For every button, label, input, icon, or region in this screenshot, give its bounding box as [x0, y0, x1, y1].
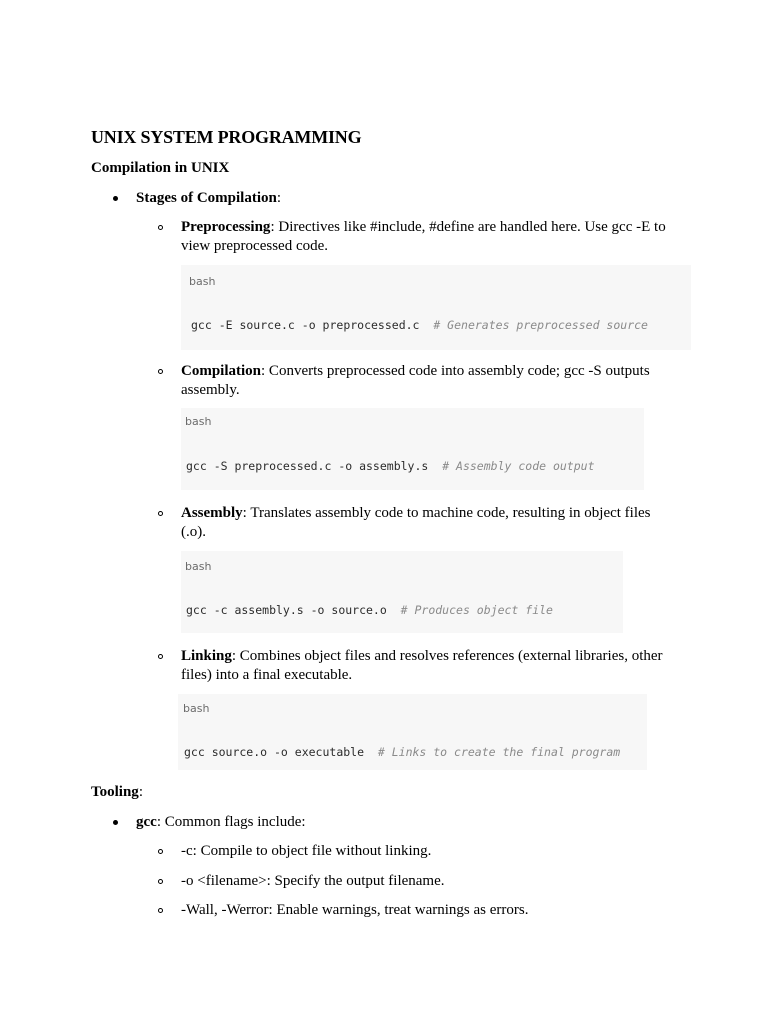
code-comment: # Assembly code output — [442, 459, 595, 473]
code-command: gcc -S preprocessed.c -o assembly.s — [186, 459, 443, 473]
bullet-circle — [158, 654, 163, 659]
stages-suffix: : — [276, 190, 282, 206]
step-term: Assembly — [181, 505, 243, 521]
bullet-circle — [158, 908, 163, 913]
step-term: Preprocessing — [181, 219, 271, 235]
code-block-compilation — [181, 408, 644, 490]
step-linking — [181, 647, 676, 685]
code-block-preprocessing — [181, 265, 691, 350]
step-preprocessing — [181, 218, 676, 256]
bullet-disc — [113, 820, 118, 825]
step-compilation — [181, 362, 661, 400]
step-assembly — [181, 504, 666, 542]
code-comment: # Generates preprocessed source — [433, 318, 648, 332]
bullet-circle — [158, 511, 163, 516]
bullet-circle — [158, 879, 163, 884]
step-term: Compilation — [181, 363, 262, 379]
code-line[interactable] — [191, 318, 648, 332]
code-command: gcc -E source.c -o preprocessed.c — [191, 318, 434, 332]
code-line[interactable] — [186, 603, 553, 617]
flag-item: -o <filename>: Specify the output filename. — [181, 873, 445, 889]
code-command: gcc source.o -o executable — [184, 745, 378, 759]
bullet-circle — [158, 849, 163, 854]
code-language-label: bash — [189, 275, 216, 288]
step-desc: : Combines object files and resolves references (external libraries, other files) into a final executable. — [181, 648, 663, 683]
flag-item: -Wall, -Werror: Enable warnings, treat warnings as errors. — [181, 902, 529, 918]
code-block-assembly — [181, 551, 623, 633]
step-desc: : Directives like #include, #define are handled here. Use gcc -E to view preprocessed code. — [181, 219, 666, 254]
code-block-linking — [178, 694, 647, 770]
stages-heading — [136, 189, 281, 208]
code-comment: # Links to create the final program — [377, 745, 621, 759]
gcc-item — [136, 813, 306, 832]
tooling-label: Tooling — [91, 784, 139, 800]
gcc-term: gcc — [136, 814, 157, 830]
bullet-disc — [113, 196, 118, 201]
bullet-circle — [158, 369, 163, 374]
step-desc: : Converts preprocessed code into assembly code; gcc -S outputs assembly. — [181, 363, 650, 398]
section-heading-compilation: Compilation in UNIX — [91, 160, 230, 176]
code-language-label: bash — [185, 560, 212, 573]
step-term: Linking — [181, 648, 232, 664]
code-line[interactable] — [184, 745, 620, 759]
page-title: UNIX SYSTEM PROGRAMMING — [91, 127, 362, 147]
tooling-suffix: : — [138, 784, 143, 800]
code-comment: # Produces object file — [400, 603, 553, 617]
code-language-label: bash — [183, 702, 210, 715]
code-line[interactable] — [186, 459, 595, 473]
section-heading-tooling — [91, 783, 143, 802]
step-desc: : Translates assembly code to machine code, resulting in object files (.o). — [181, 505, 651, 540]
flag-item: -c: Compile to object file without linking. — [181, 843, 432, 859]
code-command: gcc -c assembly.s -o source.o — [186, 603, 401, 617]
gcc-desc: : Common flags include: — [156, 814, 306, 830]
stages-label: Stages of Compilation — [136, 190, 277, 206]
bullet-circle — [158, 225, 163, 230]
code-language-label: bash — [185, 415, 212, 428]
